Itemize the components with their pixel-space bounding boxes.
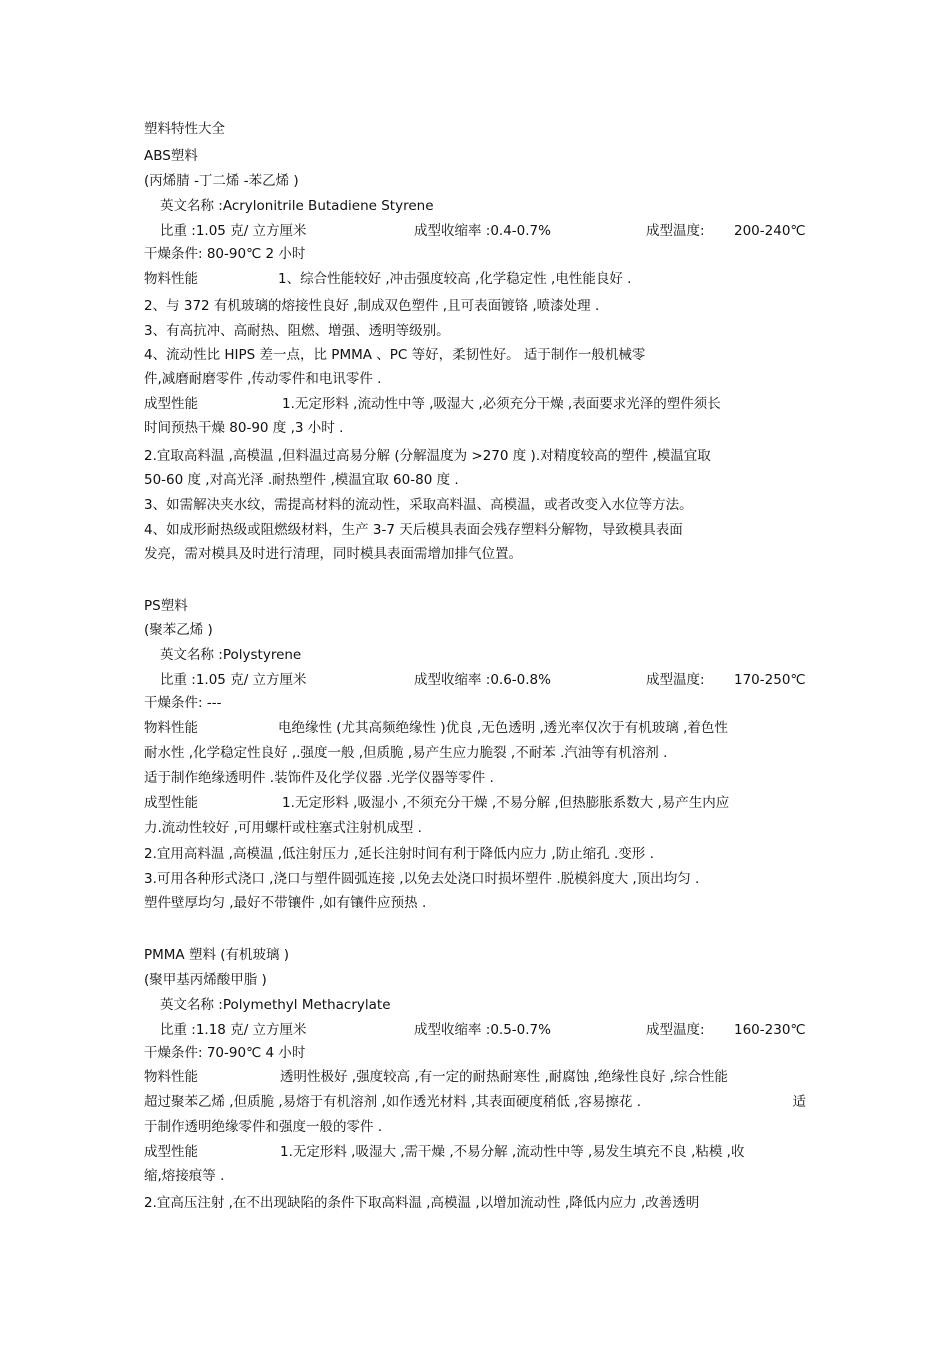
material-properties-pmma <box>144 1068 814 1086</box>
mold-line: 2.宜取高料温 ,高模温 ,但料温过高易分解 (分解温度为 >270 度 ).对精度较高的塑件 ,模温宜取 <box>144 448 711 464</box>
mold-line: 1.无定形料 ,流动性中等 ,吸湿大 ,必须充分干燥 ,表面要求光泽的塑件须长 <box>282 396 721 412</box>
prop-line: 件,减磨耐磨零件 ,传动零件和电讯零件 . <box>144 371 382 387</box>
section-subtitle-abs: (丙烯腈 -丁二烯 -苯乙烯 ) <box>144 173 299 189</box>
prop-line-wrap <box>144 1093 806 1111</box>
spec-row-abs <box>160 222 814 240</box>
mold-line: 3.可用各种形式浇口 ,浇口与塑件圆弧连接 ,以免去处浇口时损坏塑件 .脱模斜度大 ,顶出均匀 . <box>144 871 700 887</box>
prop-label: 物料性能 <box>144 720 198 736</box>
material-properties-abs <box>144 270 814 288</box>
prop-label: 物料性能 <box>144 271 198 287</box>
prop-line: 耐水性 ,化学稳定性良好 ,.强度一般 ,但质脆 ,易产生应力脆裂 ,不耐苯 .汽油等有机溶剂 . <box>144 745 668 761</box>
prop-line: 1、综合性能较好 ,冲击强度较高 ,化学稳定性 ,电性能良好 . <box>278 271 632 287</box>
mold-line: 1.无定形料 ,吸湿小 ,不须充分干燥 ,不易分解 ,但热膨胀系数大 ,易产生内应 <box>282 795 730 811</box>
english-name-pmma: 英文名称 :Polymethyl Methacrylate <box>160 997 391 1013</box>
prop-line: 3、有高抗冲、高耐热、阻燃、增强、透明等级别。 <box>144 323 450 339</box>
mold-line: 50-60 度 ,对高光泽 .耐热塑件 ,模温宜取 60-80 度 . <box>144 472 459 488</box>
material-properties-ps <box>144 719 814 737</box>
molding-properties-ps <box>144 794 814 812</box>
prop-line: 于制作透明绝缘零件和强度一般的零件 . <box>144 1119 383 1135</box>
shrinkage: 成型收缩率 :0.6-0.8% <box>414 672 551 688</box>
mold-line: 4、如成形耐热级或阻燃级材料，生产 3-7 天后模具表面会残存塑料分解物，导致模具表面 <box>144 522 683 538</box>
mold-label: 成型性能 <box>144 795 198 811</box>
molding-temp-label: 成型温度: <box>646 672 705 688</box>
mold-line: 1.无定形料 ,吸湿大 ,需干燥 ,不易分解 ,流动性中等 ,易发生填充不良 ,粘模 ,收 <box>280 1144 745 1160</box>
section-subtitle-pmma: (聚甲基丙烯酸甲脂 ) <box>144 972 267 988</box>
molding-properties-abs <box>144 395 814 413</box>
spec-row-pmma <box>160 1021 814 1039</box>
molding-temp-value: 160-230℃ <box>734 1022 806 1038</box>
english-name-abs: 英文名称 :Acrylonitrile Butadiene Styrene <box>160 198 434 214</box>
prop-line: 4、流动性比 HIPS 差一点，比 PMMA 、PC 等好，柔韧性好。 适于制作一般机械零 <box>144 347 646 363</box>
section-title-pmma: PMMA 塑料 (有机玻璃 ) <box>144 947 290 963</box>
prop-line: 电绝缘性 (尤其高频绝缘性 )优良 ,无色透明 ,透光率仅次于有机玻璃 ,着色性 <box>278 720 728 736</box>
density: 比重 :1.18 克/ 立方厘米 <box>160 1022 307 1038</box>
section-subtitle-ps: (聚苯乙烯 ) <box>144 622 213 638</box>
english-name-ps: 英文名称 :Polystyrene <box>160 647 302 663</box>
drying-condition-ps: 干燥条件: --- <box>144 695 222 711</box>
prop-line: 超过聚苯乙烯 ,但质脆 ,易熔于有机溶剂 ,如作透光材料 ,其表面硬度稍低 ,容易擦花 . <box>144 1094 641 1110</box>
mold-line: 3、如需解决夹水纹，需提高材料的流动性，采取高料温、高模温，或者改变入水位等方法。 <box>144 497 693 513</box>
molding-properties-pmma <box>144 1143 814 1161</box>
mold-line: 力.流动性较好 ,可用螺杆或柱塞式注射机成型 . <box>144 820 422 836</box>
mold-label: 成型性能 <box>144 1144 198 1160</box>
section-title-abs: ABS塑料 <box>144 148 198 164</box>
prop-line: 适于制作绝缘透明件 .装饰件及化学仪器 .光学仪器等零件 . <box>144 770 494 786</box>
molding-temp-label: 成型温度: <box>646 223 705 239</box>
mold-line: 塑件壁厚均匀 ,最好不带镶件 ,如有镶件应预热 . <box>144 895 427 911</box>
mold-line: 时间预热干燥 80-90 度 ,3 小时 . <box>144 420 344 436</box>
shrinkage: 成型收缩率 :0.5-0.7% <box>414 1022 551 1038</box>
spec-row-ps <box>160 671 814 689</box>
molding-temp-value: 170-250℃ <box>734 672 806 688</box>
document-title: 塑料特性大全 <box>144 121 225 137</box>
density: 比重 :1.05 克/ 立方厘米 <box>160 223 307 239</box>
section-title-ps: PS塑料 <box>144 598 188 614</box>
prop-line-tail: 适 <box>792 1094 806 1110</box>
mold-line: 缩,熔接痕等 . <box>144 1168 225 1184</box>
drying-condition-pmma: 干燥条件: 70-90℃ 4 小时 <box>144 1045 306 1061</box>
prop-line: 2、与 372 有机玻璃的熔接性良好 ,制成双色塑件 ,且可表面镀铬 ,喷漆处理 . <box>144 298 600 314</box>
density: 比重 :1.05 克/ 立方厘米 <box>160 672 307 688</box>
prop-line: 透明性极好 ,强度较高 ,有一定的耐热耐寒性 ,耐腐蚀 ,绝缘性良好 ,综合性能 <box>280 1069 728 1085</box>
mold-label: 成型性能 <box>144 396 198 412</box>
molding-temp-value: 200-240℃ <box>734 223 806 239</box>
shrinkage: 成型收缩率 :0.4-0.7% <box>414 223 551 239</box>
drying-condition-abs: 干燥条件: 80-90℃ 2 小时 <box>144 246 306 262</box>
mold-line: 2.宜高压注射 ,在不出现缺陷的条件下取高料温 ,高模温 ,以增加流动性 ,降低内应力 ,改善透明 <box>144 1195 700 1211</box>
mold-line: 2.宜用高料温 ,高模温 ,低注射压力 ,延长注射时间有利于降低内应力 ,防止缩孔 .变形 . <box>144 846 654 862</box>
molding-temp-label: 成型温度: <box>646 1022 705 1038</box>
prop-label: 物料性能 <box>144 1069 198 1085</box>
mold-line: 发亮，需对模具及时进行清理，同时模具表面需增加排气位置。 <box>144 546 522 562</box>
